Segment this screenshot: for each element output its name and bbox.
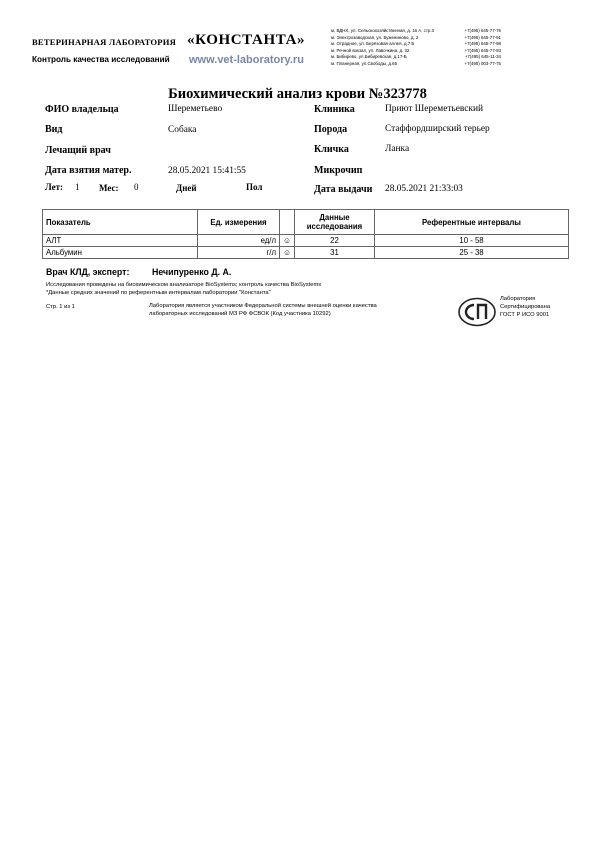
age-months-label: Мес: [99,183,119,193]
column-header-flag [280,210,295,235]
branch-address: м. Планерная, ул.Свободы, д.65 [331,60,398,66]
expert-doctor-name: Нечипуренко Д. А. [152,267,232,277]
branch-address: м. Речной вокзал, ул. Лавочкина, д. 32 [331,47,410,53]
clinic-label: Клиника [314,104,355,115]
federal-quality-note: Лаборатория является участником Федеральной системы внешней оценки качества [149,303,377,309]
branch-row [331,35,501,42]
parameter-name: АЛТ [43,235,198,247]
nickname-value: Ланка [385,144,410,154]
sample-date-label: Дата взятия матер. [45,165,132,176]
analyzer-note: Исследования проведены на биохимическом анализаторе BioSystems; контроль качества BioSystems [46,282,322,288]
lab-website-link[interactable]: www.vet-laboratory.ru [189,54,304,66]
branch-row [331,41,501,48]
parameter-name: Альбумин [43,247,198,259]
reference-interval: 10 - 58 [375,235,569,247]
branch-phone: +7(495) 645-11-34 [464,54,501,60]
age-years-label: Лет: [45,182,64,192]
table-row [43,235,569,247]
branch-list [331,28,501,68]
result-value: 22 [295,235,375,247]
federal-quality-note-line2: лабораторных исследований МЗ РФ ФСВОК (Код участника 10292) [149,311,331,317]
branch-row [331,28,501,35]
page-number: Стр. 1 из 1 [46,304,75,310]
branch-phone: +7(495) 645-77-93 [464,47,501,53]
branch-phone: +7(495) 645-77-91 [464,34,501,40]
species-value: Собака [168,125,197,135]
lab-brand-name: «КОНСТАНТА» [187,32,306,48]
branch-row [331,61,501,68]
parameter-unit: ед/л [198,235,280,247]
result-value: 31 [295,247,375,259]
attending-doctor-label: Лечащий врач [45,145,111,156]
branch-address: м. Отрадное, ул. Берёзовая аллея, д.7 Б [331,41,415,47]
owner-value: Шереметьево [168,104,223,114]
page-title: Биохимический анализ крови №323778 [168,86,427,102]
expert-doctor-label: Врач КЛД, эксперт: [46,267,130,277]
branch-phone: +7(495) 645-77-98 [464,41,501,47]
smiley-icon: ☺ [280,235,295,247]
column-header-reference: Референтные интервалы [375,210,569,235]
rst-certification-logo-icon [457,297,497,327]
species-label: Вид [45,124,63,135]
parameter-unit: г/л [198,247,280,259]
reference-note: *Данные средних значений по референтным интервалам лаборатории "Константа" [46,290,271,296]
certification-line-1: Лаборатория [500,296,536,302]
branch-phone: +7(495) 003-77-75 [464,60,501,66]
column-header-parameter: Показатель [43,210,198,235]
branch-phone: +7(495) 645-77-76 [464,28,501,33]
certification-line-3: ГОСТ Р ИСО 9001 [500,312,550,318]
breed-value: Стаффордширский терьер [385,124,490,134]
clinic-value: Приют Шереметьевский [385,104,484,114]
branch-address: м. ВДНХ, ул. Сельскохозяйственная, д. 16 А, стр.3 [331,28,434,33]
breed-label: Порода [314,124,348,135]
age-years-value: 1 [75,182,80,192]
reference-interval: 25 - 38 [375,247,569,259]
table-header-row [43,210,569,235]
lab-subtitle: Контроль качества исследований [32,55,170,64]
table-row [43,247,569,259]
column-header-unit: Ед. измерения [198,210,280,235]
certification-line-2: Сертифицирована [500,304,551,310]
smiley-icon: ☺ [280,247,295,259]
results-table [42,209,569,259]
sex-label: Пол [246,182,263,192]
issue-date-value: 28.05.2021 21:33:03 [385,184,463,194]
microchip-label: Микрочип [314,165,363,176]
column-header-result: Данные исследования [295,210,375,235]
lab-label: ВЕТЕРИНАРНАЯ ЛАБОРАТОРИЯ [32,37,177,47]
age-months-value: 0 [134,182,139,192]
age-days-label: Дней [176,183,197,193]
nickname-label: Кличка [314,144,349,155]
issue-date-label: Дата выдачи [314,184,373,195]
branch-row [331,48,501,55]
sample-date-value: 28.05.2021 15:41:55 [168,166,246,176]
owner-label: ФИО владельца [45,104,119,115]
branch-address: м. Бибирево, ул.Бибиревская, д.17-Б [331,54,407,60]
branch-row [331,54,501,61]
branch-address: м. Электрозаводская, ул. Бужениново, д. 2 [331,34,419,40]
